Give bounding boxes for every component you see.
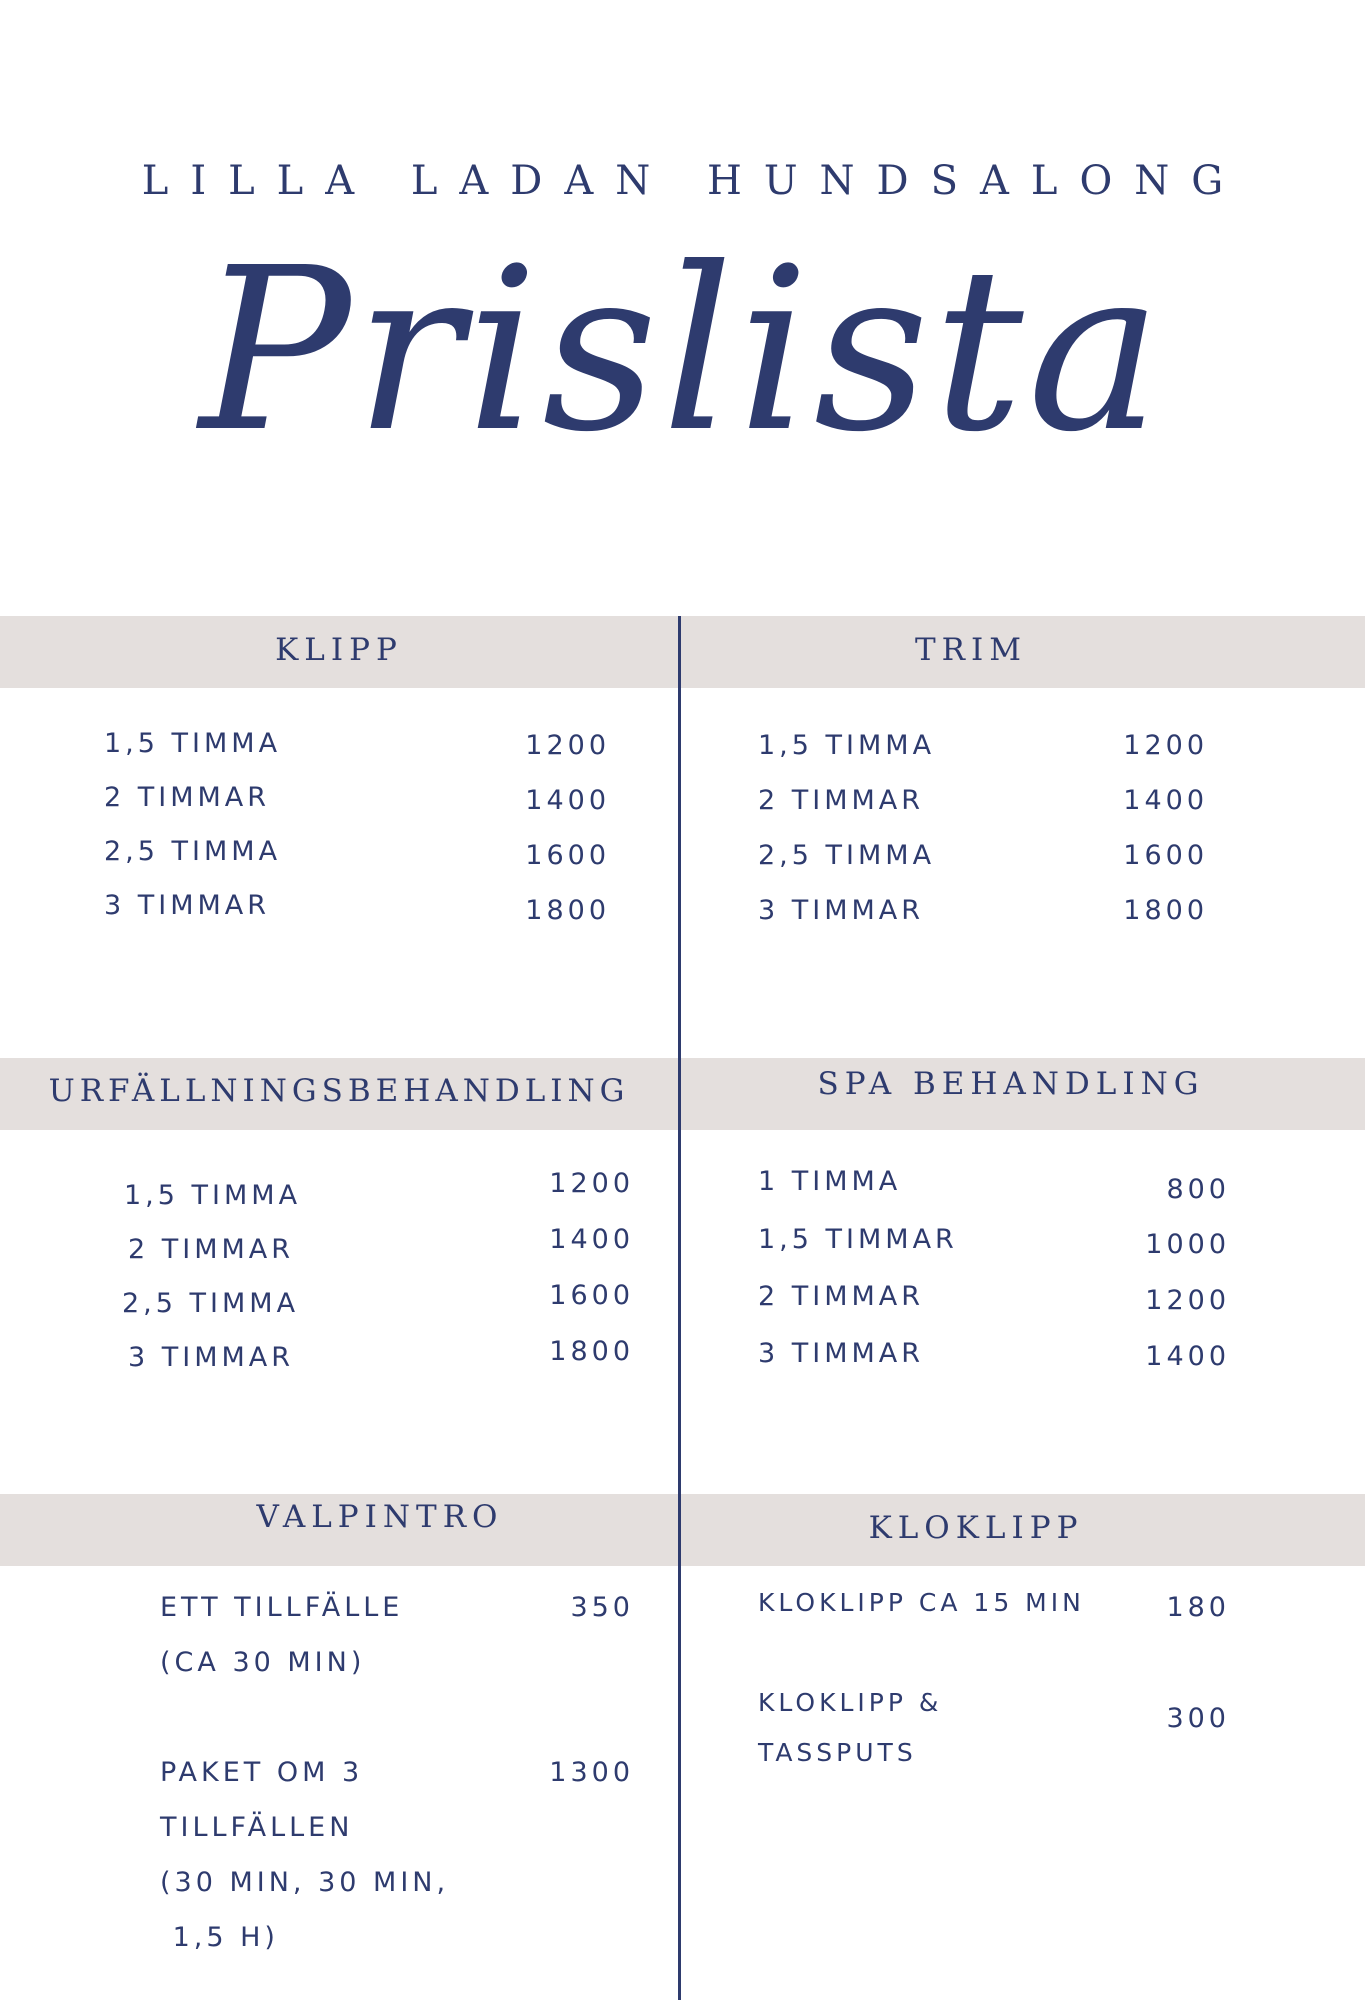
list-item-label: 3 TIMMAR: [128, 1342, 295, 1373]
list-item-price: 1800: [549, 1336, 634, 1367]
list-item-price: 1400: [1145, 1341, 1230, 1372]
list-item-label: TILLFÄLLEN: [160, 1812, 354, 1843]
section-title-trim: TRIM: [914, 632, 1027, 668]
list-item-label: 2,5 TIMMA: [122, 1288, 300, 1319]
section-title-spa-behandling: SPA BEHANDLING: [817, 1066, 1205, 1102]
list-item-price: 300: [1166, 1703, 1230, 1734]
list-item-label: KLOKLIPP &: [758, 1688, 943, 1717]
list-item-label: PAKET OM 3: [160, 1757, 364, 1788]
salon-name: LILLA LADAN HUNDSALONG: [141, 158, 1246, 204]
list-item-label: 2 TIMMAR: [128, 1234, 295, 1265]
list-item-price: 1300: [549, 1757, 634, 1788]
section-title-valpintro: VALPINTRO: [256, 1499, 504, 1535]
list-item-label: (30 MIN, 30 MIN,: [160, 1867, 450, 1898]
list-item-price: 1200: [1123, 730, 1208, 761]
list-item-label: ETT TILLFÄLLE: [160, 1592, 404, 1623]
list-item-label: 3 TIMMAR: [758, 895, 925, 926]
list-item-price: 350: [570, 1592, 634, 1623]
list-item-label: 1,5 TIMMAR: [758, 1224, 958, 1255]
column-divider: [678, 616, 681, 2000]
list-item-price: 1600: [549, 1280, 634, 1311]
list-item-price: 1600: [525, 840, 610, 871]
list-item-label: 3 TIMMAR: [104, 890, 271, 921]
section-title-kloklipp: KLOKLIPP: [868, 1510, 1084, 1546]
list-item-price: 1200: [525, 730, 610, 761]
list-item-price: 180: [1166, 1592, 1230, 1623]
list-item-price: 1400: [549, 1224, 634, 1255]
list-item-price: 1400: [1123, 785, 1208, 816]
section-title-urfallningsbehandling: URFÄLLNINGSBEHANDLING: [48, 1073, 630, 1109]
list-item-price: 800: [1166, 1174, 1230, 1205]
list-item-price: 1600: [1123, 840, 1208, 871]
list-item-label: 1,5 TIMMA: [124, 1180, 302, 1211]
list-item-label: 2 TIMMAR: [104, 782, 271, 813]
list-item-label: (CA 30 MIN): [160, 1647, 366, 1678]
section-title-klipp: KLIPP: [275, 632, 403, 668]
list-item-label: 3 TIMMAR: [758, 1338, 925, 1369]
list-item-price: 1200: [549, 1168, 634, 1199]
list-item-price: 1800: [1123, 895, 1208, 926]
list-item-price: 1200: [1145, 1285, 1230, 1316]
list-item-price: 1400: [525, 785, 610, 816]
list-item-label: 2 TIMMAR: [758, 1281, 925, 1312]
list-item-label: 1,5 TIMMA: [758, 730, 936, 761]
list-item-price: 1800: [525, 895, 610, 926]
list-item-label: 1,5 TIMMA: [104, 728, 282, 759]
list-item-label: 2,5 TIMMA: [758, 840, 936, 871]
list-item-price: 1000: [1145, 1229, 1230, 1260]
list-item-label: 2,5 TIMMA: [104, 836, 282, 867]
list-item-label: 1 TIMMA: [758, 1166, 902, 1197]
list-item-label: 1,5 H): [160, 1922, 279, 1953]
list-item-label: KLOKLIPP CA 15 MIN: [758, 1588, 1085, 1617]
page-title: Prislista: [199, 220, 1166, 482]
list-item-label: 2 TIMMAR: [758, 785, 925, 816]
list-item-label: TASSPUTS: [758, 1738, 917, 1767]
